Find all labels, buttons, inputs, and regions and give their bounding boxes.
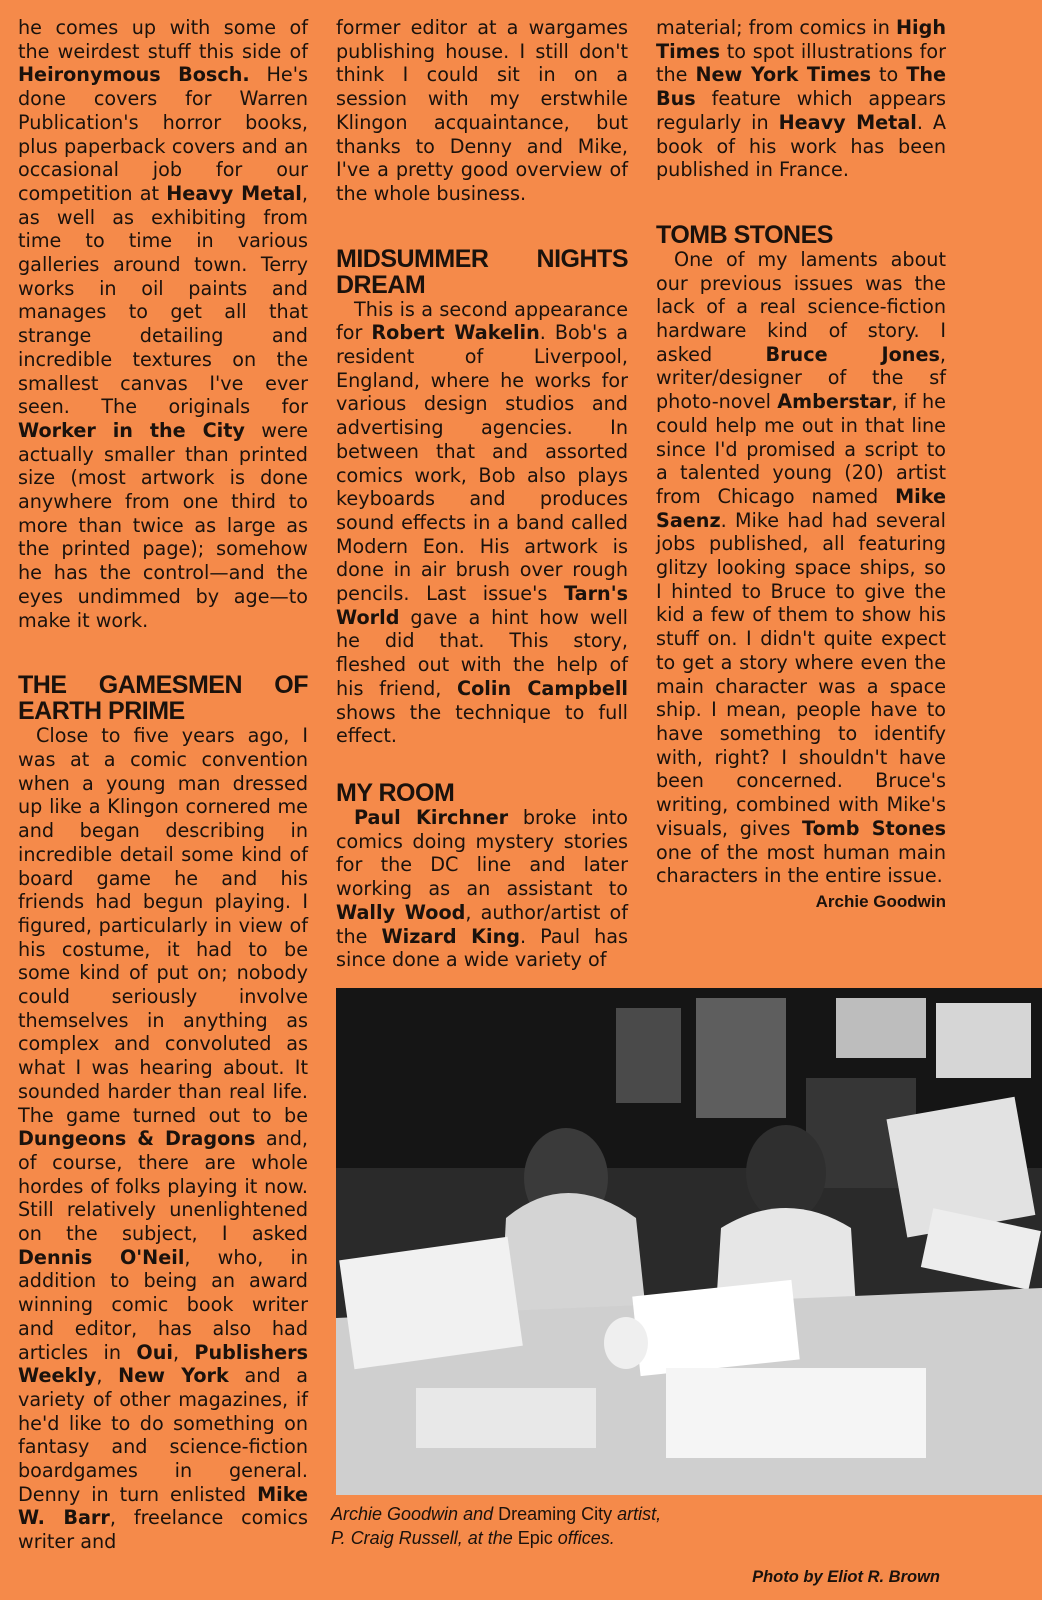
paragraph-material: material; from comics in High Times to spot illustrations for the New York Times to The Bus feature which appears regularly in Heavy Metal. A book of his work has been published in France.	[656, 16, 946, 182]
bold-name: Mike Saenz	[656, 484, 946, 532]
paper-stack	[416, 1388, 596, 1448]
bold-name: Heavy Metal	[166, 181, 302, 205]
coffee-mug	[604, 1317, 648, 1369]
bold-name: Tomb Stones	[802, 816, 946, 840]
bold-name: Worker in the City	[18, 418, 245, 442]
paragraph-gamesmen: Close to five years ago, I was at a comic convention when a young man dressed up like a Klingon cornered me and began describing in incredible detail some kind of board game he and his friends had begun playing. I figured, particularly in view of his costume, it had to be some kind of put on; nobody could seriously involve themselves in anything as complex and convoluted as what I was hearing about. It sounded harder than real life. The game turned out to be Dungeons & Dragons and, of course, there are whole hordes of folks playing it now. Still relatively unenlightened on the subject, I asked Dennis O'Neil, who, in addition to being an award winning comic book writer and editor, has also had articles in Oui, Publishers Weekly, New York and a variety of other magazines, if he'd like to do something on fantasy and science-fiction boardgames in general. Denny in turn enlisted Mike W. Barr, freelance comics writer and	[18, 724, 309, 1554]
column-1	[18, 16, 308, 1554]
caption-part: Epic	[517, 1528, 553, 1548]
bold-name: The Bus	[656, 63, 946, 111]
caption-part: Archie Goodwin and	[331, 1504, 499, 1524]
bold-name: Publishers Weekly	[18, 1340, 309, 1388]
paper-stack	[666, 1368, 926, 1458]
office-photo	[336, 988, 1042, 1495]
wall-poster	[616, 1008, 681, 1103]
wall-poster	[836, 998, 926, 1058]
person-head	[746, 1125, 826, 1221]
artwork-board	[339, 1237, 523, 1370]
heading-gamesmen: THE GAMESMEN OF EARTH PRIME	[18, 671, 308, 726]
bold-name: Heironymous Bosch.	[18, 63, 250, 87]
bold-name: Dungeons & Dragons	[18, 1127, 256, 1151]
paragraph-wargames: former editor at a wargames publishing house. I still don't think I could sit in on a session with my erstwhile Klingon acquaintance, but thanks to Denny and Mike, I've a pretty good overview of the whole business.	[336, 16, 628, 205]
bold-name: High Times	[656, 16, 946, 63]
bold-name: Paul Kirchner	[354, 805, 509, 829]
heading-midsummer: MIDSUMMER NIGHTS DREAM	[336, 244, 628, 299]
bold-name: Amberstar	[777, 390, 892, 414]
artwork-board	[632, 1280, 799, 1376]
bold-name: Wizard King	[381, 924, 521, 948]
photo-illustration	[336, 988, 1042, 1495]
bold-name: Colin Campbell	[457, 676, 629, 700]
photo-caption	[331, 1502, 851, 1550]
bold-name: Heavy Metal	[778, 110, 917, 134]
caption-part: P. Craig Russell, at the	[331, 1528, 518, 1548]
column-3	[656, 16, 946, 914]
caption-part: artist,	[612, 1504, 662, 1524]
bold-name: New York	[118, 1364, 229, 1388]
bold-name: Dennis O'Neil	[18, 1245, 185, 1269]
bold-name: Oui	[136, 1340, 173, 1364]
bold-name: Tarn's World	[336, 582, 628, 629]
photo-credit: Photo by Eliot R. Brown	[752, 1568, 940, 1586]
paragraph-midsummer: This is a second appearance for Robert Wakelin. Bob's a resident of Liverpool, England, where he works for various design studios and advertising agencies. In between that and assorted comics work, Bob also plays keyboards and produces sound effects in a band called Modern Eon. His artwork is done in air brush over rough pencils. Last issue's Tarn's World gave a hint how well he did that. This story, fleshed out with the help of his friend, Colin Campbell shows the technique to full effect.	[336, 297, 629, 748]
caption-part: Dreaming City	[498, 1504, 613, 1524]
heading-my-room: MY ROOM	[336, 778, 455, 807]
column-2	[336, 16, 628, 972]
paragraph-my-room: Paul Kirchner broke into comics doing mystery stories for the DC line and later working as an assistant to Wally Wood, author/artist of the Wizard King. Paul has since done a wide variety of	[336, 805, 629, 972]
heading-tomb-stones: TOMB STONES	[656, 220, 833, 249]
bold-name: Robert Wakelin	[371, 321, 540, 345]
caption-part: offices.	[552, 1528, 615, 1548]
bold-name: New York Times	[695, 63, 872, 87]
paragraph-tomb-stones: One of my laments about our previous issues was the lack of a real science-fiction hardware kind of story. I asked Bruce Jones, writer/designer of the sf photo-novel Amberstar, if he could help me out in that line since I'd promised a script to a talented young (20) artist from Chicago named Mike Saenz. Mike had had several jobs published, all featuring glitzy looking space ships, so I hinted to Bruce to give the kid a few of them to show his stuff on. I didn't quite expect to get a story where even the main character was a space ship. I mean, people have to have something to identify with, right? I shouldn't have been concerned. Bruce's writing, combined with Mike's visuals, gives Tomb Stones one of the most human main characters in the entire issue.	[656, 247, 947, 888]
bold-name: Wally Wood	[336, 900, 466, 924]
bold-name: Mike W. Barr	[18, 1482, 308, 1530]
signature: Archie Goodwin	[815, 891, 946, 911]
wall-poster	[936, 1003, 1031, 1078]
paragraph-terry: he comes up with some of the weirdest stuff this side of Heironymous Bosch. He's done covers for Warren Publication's horror books, plus paperback covers and an occasional job for our competition at Heavy Metal, as well as exhibiting from time to time in various galleries around town. Terry works in oil paints and manages to get all that strange detailing and incredible textures on the smallest canvas I've ever seen. The originals for Worker in the City were actually smaller than printed size (most artwork is done anywhere from one third to more than twice as large as the printed page); somehow he has the control—and the eyes undimmed by age—to make it work.	[18, 16, 308, 632]
bold-name: Bruce Jones	[765, 342, 940, 366]
wall-poster	[696, 998, 786, 1118]
